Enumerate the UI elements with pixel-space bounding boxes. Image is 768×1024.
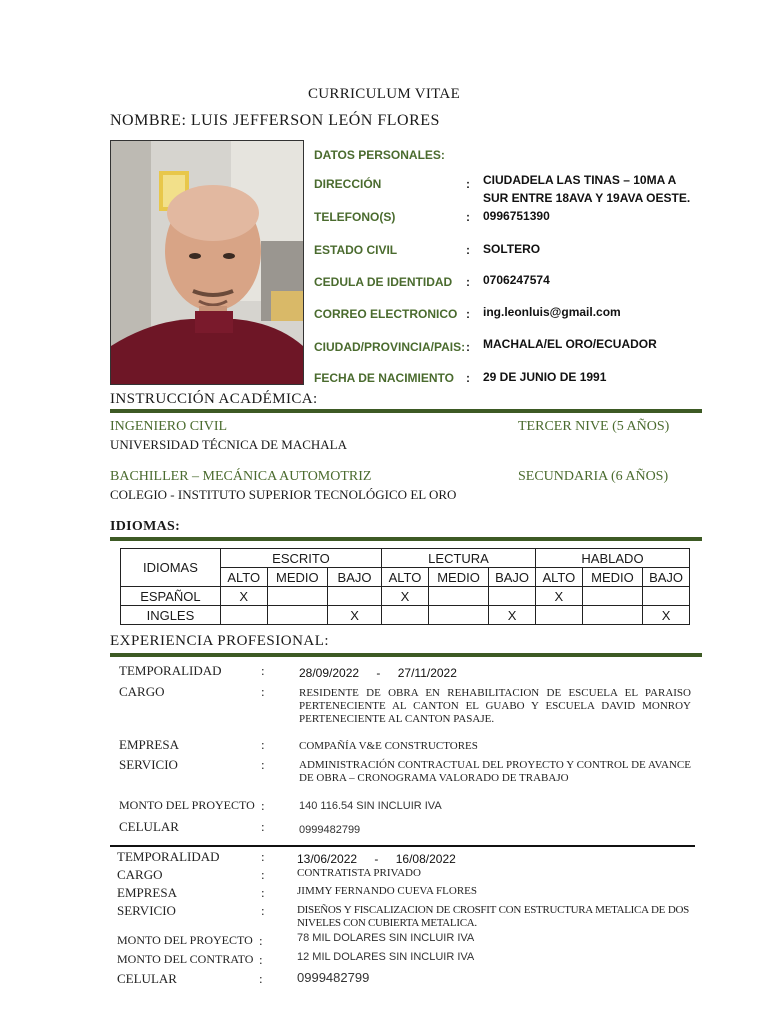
value-ciudad: MACHALA/EL ORO/ECUADOR bbox=[483, 337, 657, 351]
label-estado-civil: ESTADO CIVIL bbox=[314, 243, 398, 257]
job2-empresa: JIMMY FERNANDO CUEVA FLORES bbox=[297, 885, 478, 897]
level-header: BAJO bbox=[643, 568, 690, 587]
job2-cargo-label: CARGO bbox=[117, 867, 163, 882]
job1-empresa: COMPAÑÍA V&E CONSTRUCTORES bbox=[299, 740, 478, 752]
colon: : bbox=[261, 903, 265, 918]
job1-monto: 140 116.54 SIN INCLUIR IVA bbox=[299, 800, 442, 812]
value-correo[interactable]: ing.leonluis@gmail.com bbox=[483, 305, 621, 319]
value-cedula: 0706247574 bbox=[483, 273, 550, 287]
colon: : bbox=[261, 663, 265, 678]
job-divider bbox=[110, 845, 695, 847]
colon: : bbox=[261, 819, 265, 834]
name-line: NOMBRE: LUIS JEFFERSON LEÓN FLORES bbox=[110, 112, 440, 129]
job1-celular-label: CELULAR bbox=[119, 819, 179, 834]
level-mark: X bbox=[535, 587, 582, 606]
degree-1: INGENIERO CIVIL bbox=[110, 419, 228, 434]
institution-1: UNIVERSIDAD TÉCNICA DE MACHALA bbox=[110, 437, 348, 452]
person-portrait-icon bbox=[111, 141, 303, 384]
level-mark: X bbox=[489, 606, 536, 625]
colon: : bbox=[261, 849, 265, 864]
job2-temporalidad: 13/06/2022 - 16/08/2022 bbox=[297, 852, 456, 866]
job1-empresa-label: EMPRESA bbox=[119, 737, 179, 752]
label-direccion: DIRECCIÓN bbox=[314, 177, 382, 191]
colon: : bbox=[259, 952, 263, 967]
languages-heading: IDIOMAS: bbox=[110, 519, 181, 534]
job1-celular: 0999482799 bbox=[299, 824, 361, 836]
job1-cargo-label: CARGO bbox=[119, 684, 165, 699]
job2-celular: 0999482799 bbox=[297, 970, 370, 985]
colon: : bbox=[259, 971, 263, 986]
label-ciudad: CIUDAD/PROVINCIA/PAIS: bbox=[314, 340, 466, 354]
value-estado-civil: SOLTERO bbox=[483, 242, 541, 256]
languages-table bbox=[120, 548, 690, 625]
job2-monto: 78 MIL DOLARES SIN INCLUIR IVA bbox=[297, 932, 475, 944]
level-mark: X bbox=[220, 587, 267, 606]
section-divider bbox=[110, 653, 702, 657]
job2-celular-label: CELULAR bbox=[117, 971, 177, 986]
level-mark bbox=[267, 587, 327, 606]
document-title: CURRICULUM VITAE bbox=[307, 86, 461, 102]
job2-empresa-label: EMPRESA bbox=[117, 885, 177, 900]
level-mark bbox=[643, 587, 690, 606]
job2-contrato-label: MONTO DEL CONTRATO bbox=[117, 952, 254, 966]
colon: : bbox=[261, 798, 265, 813]
level-mark: X bbox=[382, 587, 429, 606]
job1-temporalidad: 28/09/2022 - 27/11/2022 bbox=[299, 666, 457, 680]
job1-temporalidad-label: TEMPORALIDAD bbox=[119, 663, 222, 678]
level-header: BAJO bbox=[489, 568, 536, 587]
profile-photo bbox=[110, 140, 304, 385]
section-divider bbox=[110, 409, 702, 413]
level-mark: X bbox=[643, 606, 690, 625]
colon: : bbox=[261, 684, 265, 699]
level-mark bbox=[382, 606, 429, 625]
label-correo: CORREO ELECTRONICO bbox=[314, 307, 458, 321]
level-header: BAJO bbox=[327, 568, 381, 587]
level-2: SECUNDARIA (6 AÑOS) bbox=[518, 469, 669, 484]
colon: : bbox=[466, 210, 470, 224]
job1-servicio-label: SERVICIO bbox=[119, 757, 178, 772]
level-mark bbox=[267, 606, 327, 625]
level-header: ALTO bbox=[220, 568, 267, 587]
table-row bbox=[121, 606, 690, 625]
level-header: MEDIO bbox=[267, 568, 327, 587]
table-row bbox=[121, 587, 690, 606]
personal-data-heading: DATOS PERSONALES: bbox=[314, 148, 445, 162]
job2-servicio-label: SERVICIO bbox=[117, 903, 176, 918]
colon: : bbox=[466, 371, 470, 385]
colon: : bbox=[466, 340, 470, 354]
level-mark bbox=[327, 587, 381, 606]
label-telefono: TELEFONO(S) bbox=[314, 210, 396, 224]
experience-heading: EXPERIENCIA PROFESIONAL: bbox=[110, 633, 330, 649]
level-mark bbox=[582, 606, 642, 625]
job2-servicio: DISEÑOS Y FISCALIZACION DE CROSFIT CON ESTRUCTURA METALICA DE DOS NIVELES CON CUBIERTA METALICA. bbox=[297, 904, 689, 929]
job2-cargo: CONTRATISTA PRIVADO bbox=[297, 867, 421, 879]
label-cedula: CEDULA DE IDENTIDAD bbox=[314, 275, 453, 289]
group-hablado: HABLADO bbox=[535, 549, 689, 568]
education-heading: INSTRUCCIÓN ACADÉMICA: bbox=[110, 391, 318, 407]
colon: : bbox=[466, 177, 470, 191]
degree-2: BACHILLER – MECÁNICA AUTOMOTRIZ bbox=[110, 469, 372, 484]
job1-servicio: ADMINISTRACIÓN CONTRACTUAL DEL PROYECTO Y CONTROL DE AVANCE DE OBRA – CRONOGRAMA VALORADO DE TRABAJO bbox=[299, 759, 691, 784]
value-direccion: CIUDADELA LAS TINAS – 10MA A SUR ENTRE 18AVA Y 19AVA OESTE. bbox=[483, 173, 691, 205]
label-fecha-nacimiento: FECHA DE NACIMIENTO bbox=[314, 371, 455, 385]
level-mark bbox=[582, 587, 642, 606]
group-escrito: ESCRITO bbox=[220, 549, 381, 568]
level-mark bbox=[428, 587, 488, 606]
colon: : bbox=[261, 757, 265, 772]
level-header: ALTO bbox=[382, 568, 429, 587]
colon: : bbox=[261, 737, 265, 752]
job1-monto-label: MONTO DEL PROYECTO bbox=[119, 798, 255, 812]
group-lectura: LECTURA bbox=[382, 549, 536, 568]
level-1: TERCER NIVE (5 AÑOS) bbox=[518, 419, 670, 434]
job2-monto-label: MONTO DEL PROYECTO bbox=[117, 933, 253, 947]
language-name: ESPAÑOL bbox=[121, 587, 221, 606]
colon: : bbox=[261, 885, 265, 900]
language-name: INGLES bbox=[121, 606, 221, 625]
colon: : bbox=[466, 243, 470, 257]
level-header: MEDIO bbox=[428, 568, 488, 587]
colon: : bbox=[466, 275, 470, 289]
level-mark: X bbox=[327, 606, 381, 625]
level-header: ALTO bbox=[535, 568, 582, 587]
level-header: MEDIO bbox=[582, 568, 642, 587]
level-mark bbox=[220, 606, 267, 625]
colon: : bbox=[259, 933, 263, 948]
job2-temporalidad-label: TEMPORALIDAD bbox=[117, 849, 220, 864]
colon: : bbox=[261, 867, 265, 882]
section-divider bbox=[110, 537, 702, 541]
level-mark bbox=[535, 606, 582, 625]
level-mark bbox=[428, 606, 488, 625]
value-telefono: 0996751390 bbox=[483, 209, 550, 223]
institution-2: COLEGIO - INSTITUTO SUPERIOR TECNOLÓGICO EL ORO bbox=[110, 487, 457, 502]
languages-col-header: IDIOMAS bbox=[121, 549, 221, 587]
colon: : bbox=[466, 307, 470, 321]
level-mark bbox=[489, 587, 536, 606]
job1-cargo: RESIDENTE DE OBRA EN REHABILITACION DE ESCUELA EL PARAISO PERTENECIENTE AL CANTON EL GUABO Y ESCUELA DAVID MONROY PERTENECIENTE AL CANTON PASAJE. bbox=[299, 687, 691, 725]
job2-contrato: 12 MIL DOLARES SIN INCLUIR IVA bbox=[297, 951, 475, 963]
value-fecha-nacimiento: 29 DE JUNIO DE 1991 bbox=[483, 370, 607, 384]
